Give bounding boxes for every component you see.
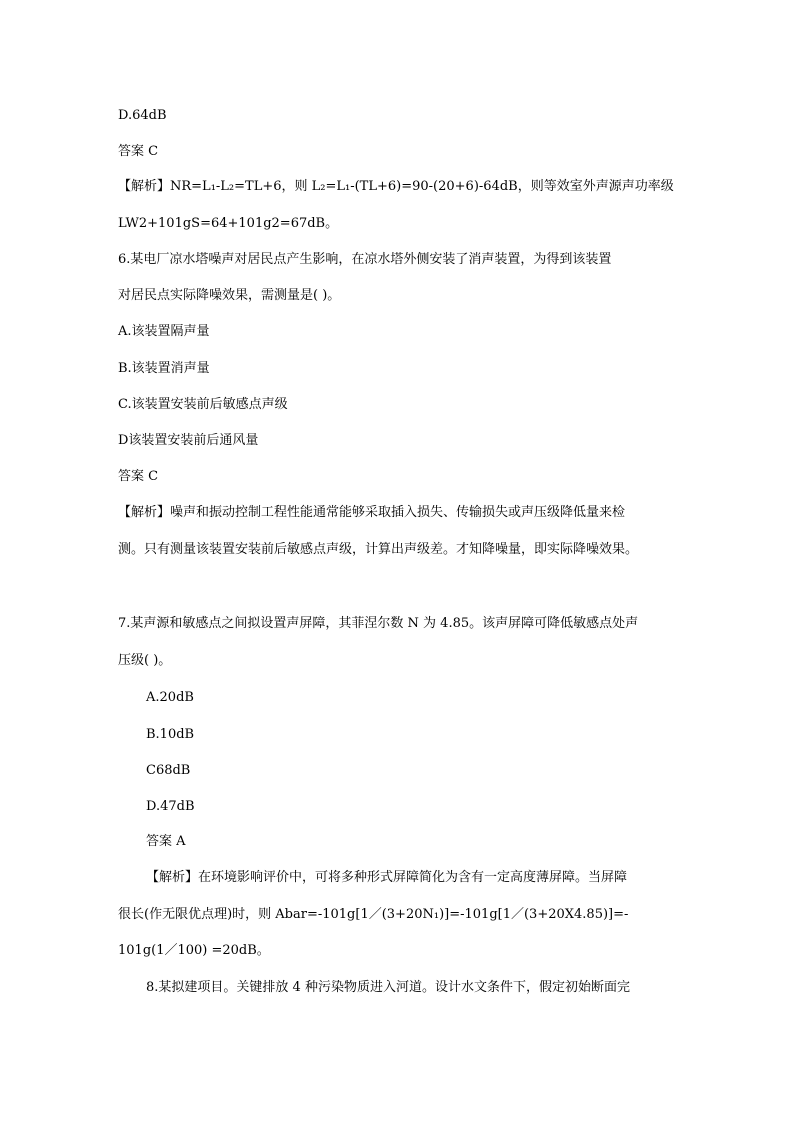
q6-analysis-line-2: 测。只有测量该装置安装前后敏感点声级，计算出声级差。才知降噪量，即实际降噪效果。 (118, 542, 639, 557)
q7-option-d: D.47dB (146, 799, 195, 814)
q8-stem-line-1: 8.某拟建项目。关键排放 4 种污染物质进入河道。设计水文条件下，假定初始断面完 (146, 980, 630, 995)
q5-analysis-line-2: LW2+101gS=64+101g2=67dB。 (118, 216, 339, 231)
q6-stem-line-1: 6.某电厂凉水塔噪声对居民点产生影响，在凉水塔外侧安装了消声装置，为得到该装置 (118, 252, 612, 267)
q7-stem-line-2: 压级( )。 (118, 653, 172, 668)
q7-option-a: A.20dB (146, 690, 194, 705)
q7-stem-line-1: 7.某声源和敏感点之间拟设置声屏障，其菲涅尔数 N 为 4.85。该声屏障可降低敏感点处声 (118, 616, 639, 631)
q6-option-b: B.该装置消声量 (118, 361, 210, 376)
q7-answer: 答案 A (146, 834, 186, 849)
q6-analysis-line-1: 【解析】噪声和振动控制工程性能通常能够采取插入损失、传输损失或声压级降低量来检 (118, 505, 626, 520)
q7-option-b: B.10dB (146, 727, 195, 742)
q6-option-d: D该装置安装前后通风量 (118, 433, 259, 448)
q7-option-c: C68dB (146, 763, 191, 778)
q7-analysis-line-1: 【解析】在环境影响评价中，可将多种形式屏障简化为含有一定高度薄屏障。当屏障 (146, 870, 628, 885)
q6-option-c: C.该装置安装前后敏感点声级 (118, 397, 288, 412)
q7-analysis-line-3: 101g(1／100) =20dB。 (118, 943, 270, 958)
q5-analysis-line-1: 【解析】NR=L₁-L₂=TL+6，则 L₂=L₁-(TL+6)=90-(20+6)-64dB，则等效室外声源声功率级 (118, 179, 674, 194)
q5-option-d: D.64dB (118, 108, 167, 123)
q5-answer: 答案 C (118, 144, 159, 159)
q6-stem-line-2: 对居民点实际降噪效果，需测量是( )。 (118, 288, 341, 303)
q6-answer: 答案 C (118, 469, 159, 484)
q7-analysis-line-2: 很长(作无限优点理)时，则 Abar=-101g[1／(3+20N₁)]=-101g[1／(3+20X4.85)]=- (118, 907, 629, 922)
q6-option-a: A.该装置隔声量 (118, 324, 210, 339)
